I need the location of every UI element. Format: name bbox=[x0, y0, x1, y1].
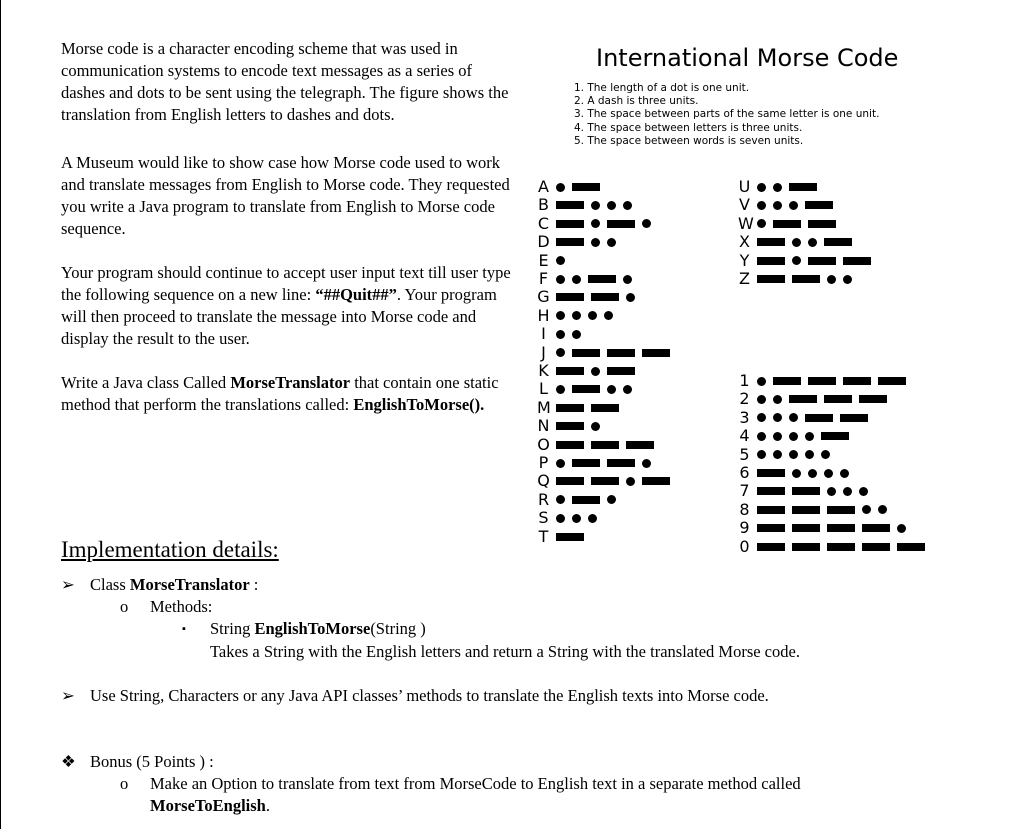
morse-dot bbox=[604, 311, 613, 320]
morse-character: E bbox=[538, 250, 549, 270]
morse-dash bbox=[607, 220, 635, 228]
morse-dot bbox=[827, 487, 836, 496]
morse-sequence bbox=[757, 256, 878, 265]
morse-dot bbox=[556, 459, 565, 468]
morse-row-3 bbox=[738, 409, 875, 427]
morse-dot bbox=[591, 201, 600, 210]
bonus-text: Make an Option to translate from text from MorseCode to English text in a separate method called bbox=[150, 774, 801, 793]
intro-paragraph-3: Your program should continue to accept user input text till user type the following sequence on a new line: “##Quit##”. Your program will then proceed to translate the message into Morse code and display the result to the user. bbox=[61, 263, 511, 348]
implementation-heading: Implementation details: bbox=[61, 537, 279, 562]
morse-dash bbox=[843, 377, 871, 385]
morse-dot bbox=[607, 495, 616, 504]
morse-dot bbox=[757, 183, 766, 192]
morse-row-b bbox=[537, 196, 639, 214]
morse-dot bbox=[827, 275, 836, 284]
morse-dash bbox=[556, 220, 584, 228]
morse-row-d bbox=[537, 233, 623, 251]
morse-dot bbox=[773, 450, 782, 459]
morse-row-k bbox=[537, 362, 642, 380]
morse-row-s bbox=[537, 509, 604, 527]
morse-dot bbox=[859, 487, 868, 496]
morse-character: 5 bbox=[739, 444, 750, 464]
morse-dot bbox=[607, 385, 616, 394]
morse-sequence bbox=[556, 293, 642, 302]
morse-dash bbox=[859, 395, 887, 403]
morse-dash bbox=[556, 367, 584, 375]
morse-dot bbox=[623, 385, 632, 394]
morse-character: D bbox=[537, 232, 550, 252]
morse-dot bbox=[840, 469, 849, 478]
morse-sequence bbox=[556, 477, 677, 486]
morse-dash bbox=[897, 543, 925, 551]
morse-row-e bbox=[537, 252, 572, 270]
morse-row-o bbox=[537, 436, 661, 454]
morse-dot bbox=[556, 330, 565, 339]
morse-dot bbox=[572, 311, 581, 320]
morse-sequence bbox=[556, 514, 604, 523]
morse-sequence bbox=[556, 201, 639, 210]
morse-dot bbox=[626, 293, 635, 302]
morse-character: 2 bbox=[739, 389, 750, 409]
morse-dot bbox=[773, 413, 782, 422]
class-line: Class MorseTranslator : bbox=[90, 575, 259, 594]
morse-sequence bbox=[757, 487, 875, 496]
morse-character: 6 bbox=[739, 463, 750, 482]
morse-sequence bbox=[556, 330, 588, 339]
morse-dash bbox=[572, 183, 600, 191]
morse-dot bbox=[591, 238, 600, 247]
intro-paragraph-1: Morse code is a character encoding scheme that was used in communication systems to encode text messages as a series of dashes and dots to be sent using the telegraph. The figure shows the translation from English letters to dashes and dots. bbox=[61, 39, 509, 124]
morse-character: A bbox=[538, 177, 549, 196]
morse-dot bbox=[556, 495, 565, 504]
morse-sequence bbox=[556, 348, 677, 357]
morse-sequence bbox=[556, 533, 591, 541]
morse-dot bbox=[773, 395, 782, 404]
morse-dash bbox=[792, 543, 820, 551]
morse-dot bbox=[824, 469, 833, 478]
morse-dot bbox=[572, 275, 581, 284]
morse-dot bbox=[572, 330, 581, 339]
morse-sequence bbox=[757, 238, 859, 247]
morse-row-l bbox=[537, 380, 639, 398]
morse-dash bbox=[827, 543, 855, 551]
morse-sequence bbox=[757, 377, 913, 386]
morse-character: R bbox=[537, 489, 550, 509]
morse-sequence bbox=[757, 395, 894, 404]
morse-dot bbox=[757, 395, 766, 404]
morse-dash bbox=[591, 441, 619, 449]
morse-row-a bbox=[537, 178, 607, 196]
morse-dash bbox=[607, 349, 635, 357]
morse-dash bbox=[792, 275, 820, 283]
morse-character: 4 bbox=[739, 426, 750, 446]
morse-character: 1 bbox=[739, 371, 750, 390]
morse-sequence bbox=[757, 219, 843, 228]
morse-dot bbox=[591, 219, 600, 228]
morse-row-9 bbox=[738, 519, 913, 537]
morse-dot bbox=[623, 275, 632, 284]
morse-dash bbox=[642, 477, 670, 485]
method-description: Takes a String with the English letters and return a String with the translated Morse code. bbox=[210, 642, 800, 661]
morse-dash bbox=[773, 377, 801, 385]
morse-row-n bbox=[537, 417, 607, 435]
morse-dash bbox=[792, 487, 820, 495]
morse-row-7 bbox=[738, 482, 875, 500]
morse-dot bbox=[792, 469, 801, 478]
morse-row-q bbox=[537, 472, 677, 490]
morse-dot bbox=[821, 450, 830, 459]
morse-dash bbox=[757, 257, 785, 265]
morse-character: Q bbox=[537, 471, 550, 491]
morse-sequence bbox=[757, 505, 894, 514]
morse-dot bbox=[789, 201, 798, 210]
morse-dash bbox=[792, 524, 820, 532]
square-bullet-icon: ▪ bbox=[182, 623, 186, 635]
morse-dash bbox=[805, 201, 833, 209]
morse-note: 1. The length of a dot is one unit. bbox=[574, 82, 750, 94]
circle-bullet-icon: o bbox=[120, 774, 129, 793]
morse-dot bbox=[607, 201, 616, 210]
morse-row-j bbox=[537, 344, 677, 362]
morse-row-0 bbox=[738, 538, 932, 556]
morse-dot bbox=[843, 487, 852, 496]
morse-dash bbox=[572, 459, 600, 467]
morse-dot bbox=[556, 275, 565, 284]
morse-dash bbox=[556, 441, 584, 449]
morse-character: C bbox=[537, 213, 550, 233]
morse-dot bbox=[556, 348, 565, 357]
morse-dash bbox=[843, 257, 871, 265]
morse-dot bbox=[792, 256, 801, 265]
morse-sequence bbox=[556, 404, 626, 412]
morse-dash bbox=[862, 543, 890, 551]
morse-sequence bbox=[556, 275, 639, 284]
morse-dot bbox=[623, 201, 632, 210]
morse-character: M bbox=[537, 397, 551, 417]
morse-dash bbox=[808, 220, 836, 228]
morse-notes bbox=[574, 82, 879, 148]
morse-row-h bbox=[537, 307, 620, 325]
morse-dash bbox=[642, 349, 670, 357]
morse-row-p bbox=[537, 454, 658, 472]
morse-row-u bbox=[738, 178, 824, 196]
morse-character: U bbox=[738, 177, 751, 196]
morse-character: Y bbox=[739, 250, 750, 270]
morse-dash bbox=[757, 469, 785, 477]
morse-dash bbox=[757, 524, 785, 532]
morse-character: L bbox=[539, 379, 548, 399]
morse-dot bbox=[757, 201, 766, 210]
morse-dot bbox=[757, 377, 766, 386]
morse-character: 8 bbox=[739, 499, 750, 519]
arrow-bullet-icon: ➢ bbox=[61, 575, 75, 594]
morse-dash bbox=[757, 238, 785, 246]
morse-dot bbox=[757, 450, 766, 459]
page-left-border bbox=[0, 0, 1, 829]
morse-dot bbox=[773, 432, 782, 441]
morse-sequence bbox=[556, 183, 607, 192]
morse-sequence bbox=[556, 495, 623, 504]
morse-character: S bbox=[538, 508, 549, 528]
morse-character: V bbox=[739, 195, 750, 215]
morse-dash bbox=[591, 477, 619, 485]
morse-dash bbox=[757, 275, 785, 283]
morse-dash bbox=[808, 377, 836, 385]
morse-sequence bbox=[757, 275, 859, 284]
morse-dot bbox=[626, 477, 635, 486]
methods-label: Methods: bbox=[150, 597, 213, 616]
morse-sequence bbox=[556, 422, 607, 431]
morse-character: T bbox=[538, 526, 549, 546]
morse-row-6 bbox=[738, 464, 856, 482]
morse-dash bbox=[588, 275, 616, 283]
morse-dot bbox=[757, 413, 766, 422]
morse-dot bbox=[878, 505, 887, 514]
morse-row-i bbox=[537, 325, 588, 343]
morse-sequence bbox=[757, 524, 913, 533]
morse-dash bbox=[572, 496, 600, 504]
morse-dash bbox=[626, 441, 654, 449]
morse-row-y bbox=[738, 252, 878, 270]
morse-sequence bbox=[556, 311, 620, 320]
morse-dot bbox=[773, 183, 782, 192]
morse-dot bbox=[808, 469, 817, 478]
morse-character: 0 bbox=[739, 536, 750, 556]
morse-character: 9 bbox=[739, 518, 750, 538]
morse-dash bbox=[808, 257, 836, 265]
morse-dot bbox=[556, 385, 565, 394]
morse-note: 3. The space between parts of the same letter is one unit. bbox=[574, 108, 880, 121]
bonus-label: Bonus (5 Points ) : bbox=[90, 752, 214, 771]
morse-character: K bbox=[538, 361, 549, 380]
morse-dash bbox=[824, 395, 852, 403]
morse-character: I bbox=[541, 324, 546, 344]
morse-dash bbox=[556, 533, 584, 541]
morse-dash bbox=[556, 201, 584, 209]
morse-dot bbox=[556, 514, 565, 523]
morse-character: Z bbox=[739, 269, 750, 288]
morse-row-5 bbox=[738, 446, 837, 464]
morse-row-x bbox=[738, 233, 859, 251]
circle-bullet-icon: o bbox=[120, 597, 129, 616]
morse-dot bbox=[789, 413, 798, 422]
morse-sequence bbox=[757, 413, 875, 422]
morse-note: 2. A dash is three units. bbox=[574, 95, 699, 108]
morse-sequence bbox=[556, 256, 572, 265]
morse-sequence bbox=[556, 385, 639, 394]
morse-dash bbox=[757, 506, 785, 514]
morse-dash bbox=[607, 367, 635, 375]
morse-sequence bbox=[556, 441, 661, 449]
morse-dot bbox=[789, 450, 798, 459]
morse-character: F bbox=[538, 269, 549, 288]
morse-dot bbox=[591, 422, 600, 431]
morse-character: B bbox=[538, 195, 549, 215]
morse-figure-title: International Morse Code bbox=[596, 44, 899, 72]
morse-row-f bbox=[537, 270, 639, 288]
morse-dot bbox=[805, 450, 814, 459]
morse-dash bbox=[556, 477, 584, 485]
morse-dot bbox=[862, 505, 871, 514]
morse-dot bbox=[556, 256, 565, 265]
morse-dash bbox=[805, 414, 833, 422]
intro-paragraph-4: Write a Java class Called MorseTranslator that contain one static method that perform the translations called: EnglishToMorse(). bbox=[61, 373, 499, 414]
morse-dot bbox=[588, 311, 597, 320]
morse-dash bbox=[556, 293, 584, 301]
morse-sequence bbox=[757, 450, 837, 459]
morse-dot bbox=[556, 311, 565, 320]
morse-dash bbox=[591, 293, 619, 301]
morse-row-1 bbox=[738, 372, 913, 390]
morse-dot bbox=[843, 275, 852, 284]
morse-sequence bbox=[556, 238, 623, 247]
morse-dash bbox=[607, 459, 635, 467]
morse-row-4 bbox=[738, 427, 856, 445]
morse-row-8 bbox=[738, 501, 894, 519]
morse-dash bbox=[840, 414, 868, 422]
morse-dot bbox=[808, 238, 817, 247]
morse-sequence bbox=[757, 432, 856, 441]
morse-row-g bbox=[537, 288, 642, 306]
morse-row-v bbox=[738, 196, 840, 214]
morse-dash bbox=[878, 377, 906, 385]
morse-dash bbox=[773, 220, 801, 228]
morse-sequence bbox=[556, 219, 658, 228]
morse-dot bbox=[789, 432, 798, 441]
morse-dot bbox=[556, 183, 565, 192]
morse-sequence bbox=[556, 367, 642, 376]
morse-row-t bbox=[537, 528, 591, 546]
morse-dash bbox=[757, 487, 785, 495]
method-name: EnglishToMorse(). bbox=[353, 395, 485, 414]
morse-dot bbox=[757, 219, 766, 228]
morse-row-2 bbox=[738, 390, 894, 408]
morse-sequence bbox=[757, 543, 932, 551]
morse-sequence bbox=[757, 201, 840, 210]
morse-character: J bbox=[541, 342, 546, 362]
morse-dash bbox=[827, 524, 855, 532]
morse-character: 7 bbox=[739, 481, 750, 501]
morse-sequence bbox=[556, 459, 658, 468]
morse-dash bbox=[827, 506, 855, 514]
method-signature: String EnglishToMorse(String ) bbox=[210, 619, 426, 638]
morse-character: O bbox=[537, 434, 550, 454]
morse-dot bbox=[607, 238, 616, 247]
morse-dash bbox=[572, 385, 600, 393]
morse-sequence bbox=[757, 469, 856, 478]
morse-character: 3 bbox=[739, 407, 750, 427]
morse-dash bbox=[591, 404, 619, 412]
morse-dot bbox=[897, 524, 906, 533]
intro-paragraph-2: A Museum would like to show case how Morse code used to work and translate messages from English to Morse code. They requested you write a Java program to translate from English to Morse code sequence. bbox=[61, 153, 510, 238]
morse-dash bbox=[821, 432, 849, 440]
morse-character: W bbox=[738, 213, 754, 233]
api-note: Use String, Characters or any Java API classes’ methods to translate the English texts into Morse code. bbox=[90, 686, 769, 705]
morse-row-z bbox=[738, 270, 859, 288]
quit-sequence: “##Quit##” bbox=[315, 285, 397, 304]
morse-dot bbox=[642, 459, 651, 468]
morse-row-m bbox=[537, 399, 626, 417]
morse-dash bbox=[789, 183, 817, 191]
morse-sequence bbox=[757, 183, 824, 192]
morse-dash bbox=[789, 395, 817, 403]
morse-dash bbox=[556, 238, 584, 246]
morse-character: G bbox=[537, 287, 550, 307]
morse-dash bbox=[792, 506, 820, 514]
morse-dash bbox=[824, 238, 852, 246]
class-name: MorseTranslator bbox=[230, 373, 351, 392]
morse-note: 5. The space between words is seven units. bbox=[574, 134, 804, 147]
morse-row-w bbox=[738, 215, 843, 233]
morse-dash bbox=[757, 543, 785, 551]
morse-row-r bbox=[537, 491, 623, 509]
arrow-bullet-icon: ➢ bbox=[61, 686, 75, 705]
morse-dot bbox=[773, 201, 782, 210]
morse-dash bbox=[556, 404, 584, 412]
morse-dot bbox=[805, 432, 814, 441]
morse-dot bbox=[642, 219, 651, 228]
morse-note: 4. The space between letters is three units. bbox=[574, 121, 803, 134]
morse-dash bbox=[572, 349, 600, 357]
morse-character: N bbox=[537, 416, 550, 436]
morse-dot bbox=[588, 514, 597, 523]
morse-dot bbox=[757, 432, 766, 441]
morse-dash bbox=[862, 524, 890, 532]
morse-dot bbox=[572, 514, 581, 523]
morse-character: X bbox=[739, 232, 750, 252]
morse-row-c bbox=[537, 215, 658, 233]
morse-character: H bbox=[537, 305, 550, 325]
diamond-bullet-icon: ❖ bbox=[61, 752, 76, 771]
morse-dot bbox=[792, 238, 801, 247]
bonus-method: MorseToEnglish. bbox=[150, 796, 270, 815]
morse-dot bbox=[591, 367, 600, 376]
morse-character: P bbox=[538, 453, 549, 472]
morse-dash bbox=[556, 422, 584, 430]
